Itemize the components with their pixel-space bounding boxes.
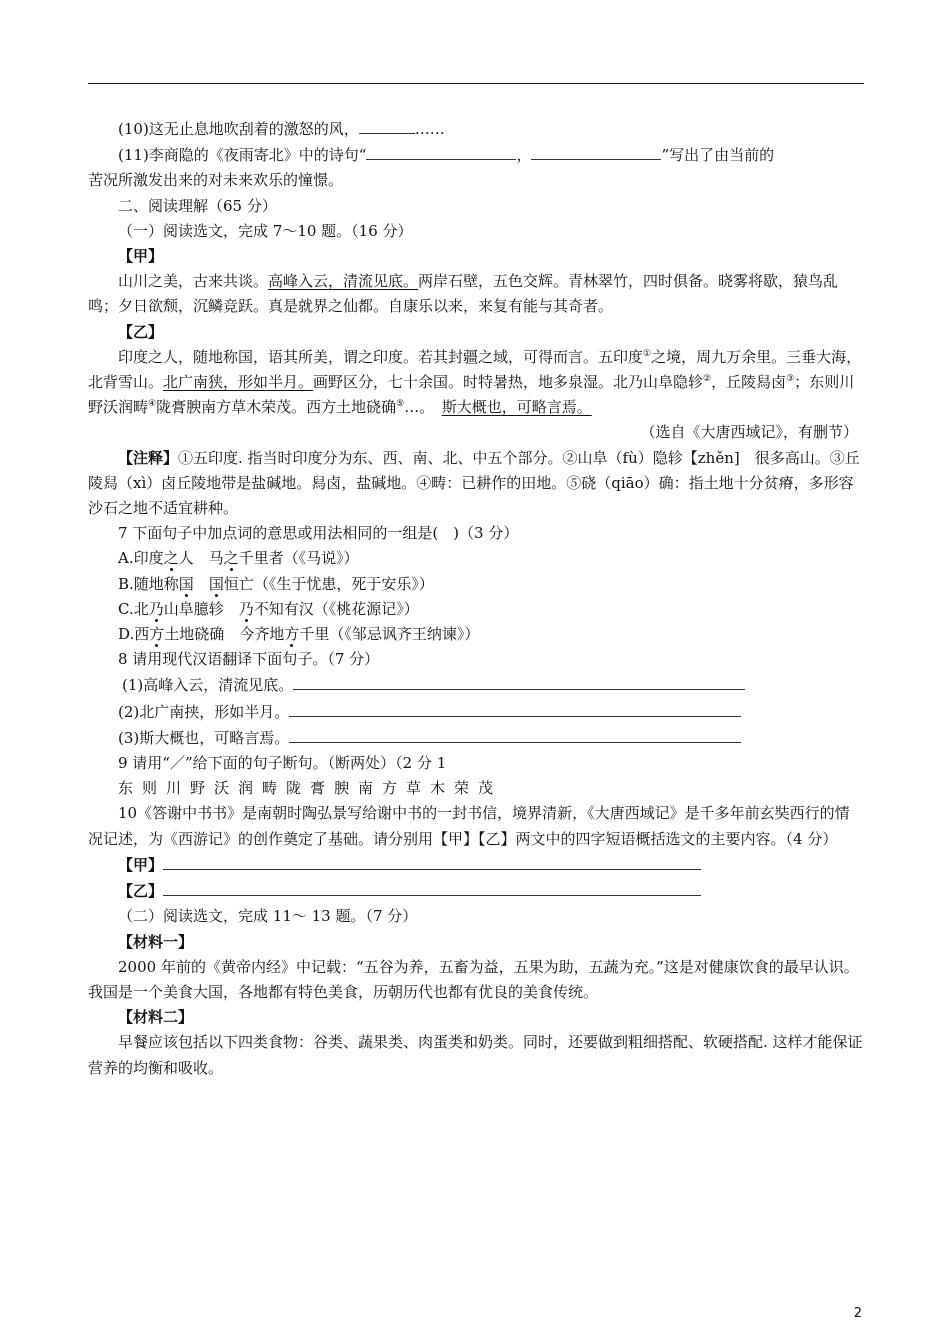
text: (11)李商隐的《夜雨寄北》中的诗句“ [118, 146, 367, 165]
notes-text: ①五印度. 指当时印度分为东、西、南、北、中五个部分。②山阜（fù）隐轸【zhěn] 很多高山。③丘陵舄（xì）卤丘陵地带是盐碱地。舄卤，盐碱地。④畴：已耕作的田地。⑤硗（qiāo）确：指土地十分贫瘠，多形容沙石之地不适宜耕种。 [88, 448, 860, 518]
material-2-text: 早餐应该包括以下四类食物：谷类、蔬果类、肉蛋类和奶类。同时，还要做到粗细搭配、软硬搭配. 这样才能保证营养的均衡和吸收。 [88, 1033, 863, 1077]
text: 陇膏腴南方草木荣茂。西方土地硗确 [156, 398, 397, 417]
material-1-text: 2000 年前的《黄帝内经》中记载：“五谷为养，五畜为益，五果为助，五蔬为充。”这是对健康饮食的最早认识。我国是一个美食大国，各地都有特色美食，历朝历代也都有优良的美食传统。 [88, 957, 859, 1001]
passage-source: （选自《大唐西域记》，有删节） [640, 423, 858, 442]
option-a[interactable] [88, 546, 864, 571]
translation-item-3 [88, 725, 864, 751]
header-rule [88, 83, 864, 84]
dotted-word: 乃 [148, 599, 164, 618]
option-d[interactable] [88, 622, 864, 647]
summary-jia [88, 852, 864, 878]
annotations [88, 446, 864, 522]
question-10-line [88, 116, 864, 142]
text: 【乙】 [118, 882, 164, 901]
question-8-stem: 8 请用现代汉语翻译下面句子。（7 分） [118, 650, 380, 669]
text: D.西 [118, 625, 150, 644]
answer-line[interactable] [289, 699, 741, 717]
text: 山川之美，古来共谈。 [118, 272, 269, 291]
text: (10)这无止息地吹刮着的激怒的风， [118, 120, 359, 138]
text: 【甲】 [118, 855, 164, 874]
question-9-sentence: 东则川野沃润畴陇膏腴南方草木荣茂 [118, 779, 503, 798]
dotted-word: 乃 [238, 599, 254, 618]
text: (1)高峰入云，清流见底。 [122, 676, 294, 695]
text: 山阜臆轸 [163, 599, 239, 618]
material-1-label: 【材料一】 [118, 932, 194, 951]
dotted-word: 国 [178, 574, 194, 593]
text: 千里者（《马说》） [238, 549, 359, 568]
dotted-word: 方 [149, 625, 165, 644]
material-2-label: 【材料二】 [118, 1008, 194, 1027]
question-10-stem: 10《答谢中书书》是南朝时陶弘景写给谢中书的一封书信，境界清新，《大唐西域记》是千多年前玄奘西行的情况记述，为《西游记》的创作奠定了基础。请分别用【甲】【乙】两文中的四字短语概括选文的主要内容。（4 分） [88, 804, 850, 848]
underlined-sentence: 北广南狭，形如半月。 [163, 373, 314, 392]
option-c[interactable] [88, 597, 864, 622]
notes-label: 【注释】 [118, 448, 179, 467]
exam-page [88, 116, 864, 1081]
note-marker: ② [703, 374, 712, 385]
translation-item-1 [88, 672, 864, 698]
answer-blank[interactable] [531, 142, 661, 160]
text: 人 马 [178, 549, 224, 568]
text: 两岸石壁，五色交辉。青林翠竹，四时俱备。晓雾将歇，猿鸟乱鸣；夕日欲颓，沉鳞竞跃。真是就界之仙都。自康乐以来，来复有能与其奇者。 [88, 272, 839, 316]
question-11-cont: 苦况所激发出来的对未来欢乐的憧憬。 [88, 171, 344, 190]
question-7-options [88, 546, 864, 647]
answer-blank[interactable] [359, 116, 415, 134]
text: ， [516, 146, 532, 165]
text: 千里（《邹忌讽齐王纳谏》） [299, 625, 480, 644]
text: 不知有汉（《桃花源记》） [253, 599, 419, 618]
part-2-intro: （二）阅读选文，完成 11～ 13 题。（7 分） [118, 907, 418, 926]
summary-yi [88, 878, 864, 904]
question-11-line [88, 142, 864, 168]
note-marker: ③ [786, 374, 795, 385]
answer-line[interactable] [163, 852, 701, 870]
text: ；东则川野沃润畴 [88, 373, 855, 417]
question-9-stem: 9 请用“／”给下面的句子断句。（断两处）（2 分 1 [118, 754, 447, 773]
underlined-sentence: 高峰入云，清流见底。 [268, 272, 419, 291]
text: …… [414, 120, 445, 138]
text: 土地硗确 今齐地 [164, 625, 285, 644]
translation-item-2 [88, 699, 864, 725]
text: B.随地称 [118, 574, 179, 593]
text: 恒亡（《生于忧患，死于安乐》） [223, 574, 434, 593]
answer-line[interactable] [293, 672, 745, 690]
page-number: 2 [853, 1306, 862, 1321]
part-1-intro: （一）阅读选文，完成 7～10 题。（16 分） [118, 221, 413, 240]
answer-blank[interactable] [366, 142, 516, 160]
text: (2)北广南挟，形如半月。 [118, 702, 290, 721]
text: ”写出了由当前的 [661, 146, 775, 165]
text: …。 [404, 398, 427, 417]
section-heading: 二、阅读理解（65 分） [118, 196, 277, 215]
text [194, 575, 209, 593]
note-marker: ⑤ [396, 399, 405, 410]
yi-passage [88, 345, 864, 421]
yi-label: 【乙】 [118, 322, 164, 341]
jia-passage [88, 269, 864, 319]
text: C.北 [118, 599, 149, 618]
question-7-stem: 7 下面句子中加点词的意思或用法相同的一组是( )（3 分） [118, 524, 519, 543]
text: 之境，周九万余里。三垂大海，北背雪山。 [88, 347, 862, 392]
dotted-word: 国 [208, 574, 224, 593]
note-marker: ④ [148, 399, 157, 410]
dotted-word: 方 [284, 625, 300, 644]
text: 印度之人，随地称国，语其所美，谓之印度。若其封疆之域，可得而言。五印度 [118, 347, 644, 366]
answer-line[interactable] [163, 878, 701, 896]
jia-label: 【甲】 [118, 247, 164, 266]
text: (3)斯大概也，可略言焉。 [118, 728, 290, 747]
option-b[interactable] [88, 572, 864, 597]
text: ，丘陵舄卤 [711, 373, 787, 392]
underlined-sentence: 斯大概也，可略言焉。 [441, 398, 592, 417]
dotted-word: 之 [163, 549, 179, 568]
answer-line[interactable] [289, 725, 741, 743]
text: A.印度 [118, 549, 164, 568]
dotted-word: 之 [223, 549, 239, 568]
text: 画野区分，七十余国。时特暑热，地多泉湿。北乃山阜隐轸 [313, 373, 704, 392]
note-marker: ① [643, 348, 652, 359]
